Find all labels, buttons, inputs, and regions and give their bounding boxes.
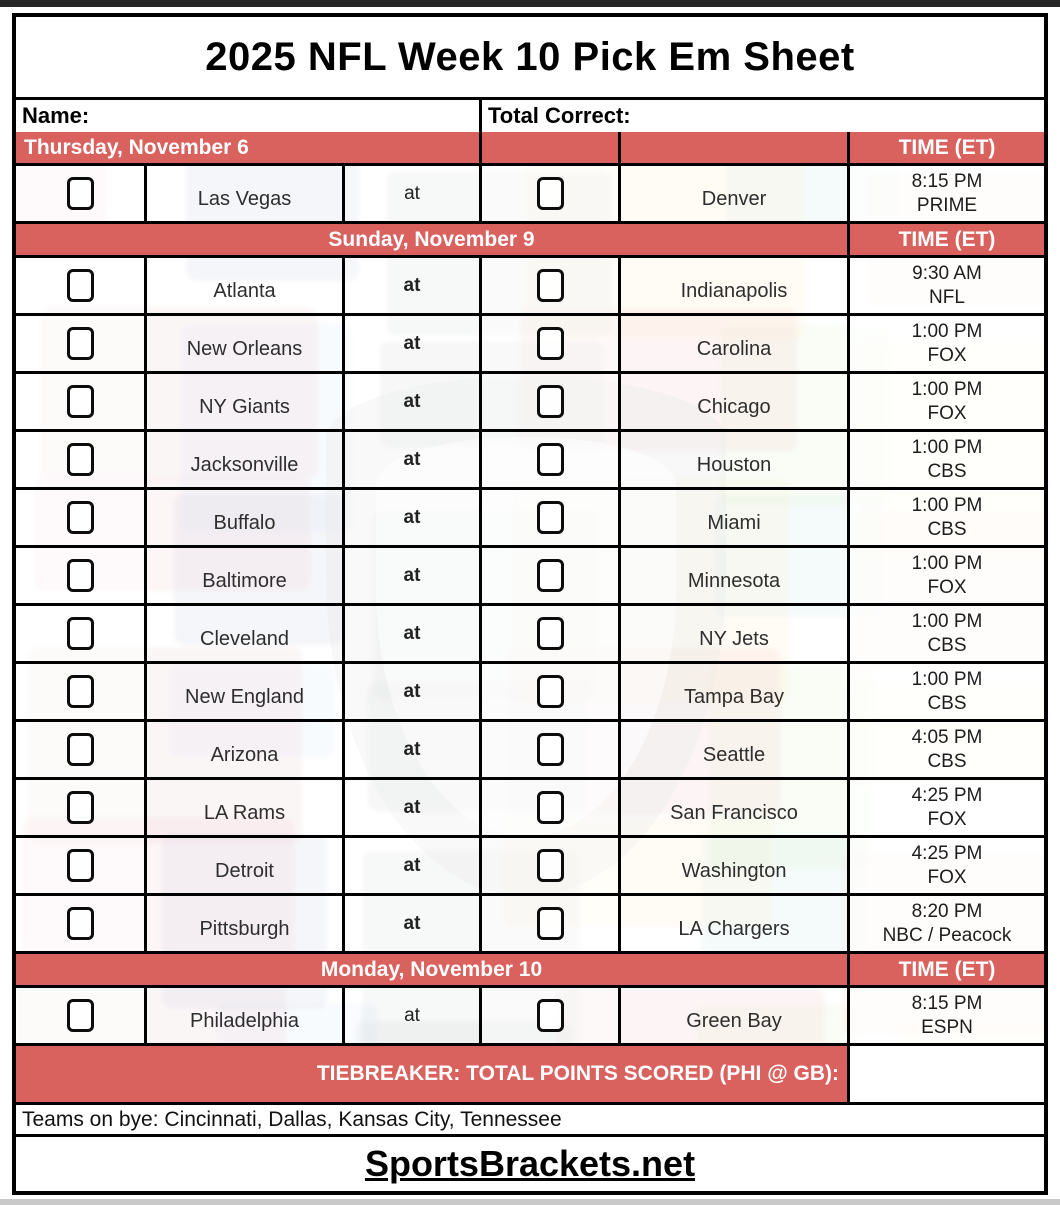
game-time-cell — [847, 664, 1044, 719]
game-row — [16, 313, 1044, 371]
away-pick-checkbox[interactable] — [67, 675, 94, 708]
home-team-name: LA Chargers — [618, 896, 847, 951]
home-team-name: Houston — [618, 432, 847, 487]
time-et-header: TIME (ET) — [847, 224, 1044, 255]
at-label: at — [403, 680, 421, 702]
away-pick-checkbox[interactable] — [67, 177, 94, 210]
away-checkbox-cell — [16, 548, 144, 603]
game-time-cell — [847, 838, 1044, 893]
away-checkbox-cell — [16, 988, 144, 1043]
away-checkbox-cell — [16, 780, 144, 835]
game-time: 8:15 PM — [911, 171, 983, 193]
away-checkbox-cell — [16, 316, 144, 371]
at-label: at — [403, 738, 421, 760]
game-row — [16, 487, 1044, 545]
footer-row — [16, 1134, 1044, 1191]
at-cell — [342, 490, 479, 545]
game-time: 1:00 PM — [911, 669, 983, 691]
away-checkbox-cell — [16, 896, 144, 951]
game-row — [16, 835, 1044, 893]
game-time: 1:00 PM — [911, 321, 983, 343]
name-input-area[interactable] — [89, 100, 479, 132]
game-time-cell — [847, 988, 1044, 1043]
home-checkbox-cell — [479, 896, 618, 951]
home-team-name: Indianapolis — [618, 258, 847, 313]
away-checkbox-cell — [16, 722, 144, 777]
game-time-cell — [847, 432, 1044, 487]
home-checkbox-cell — [479, 316, 618, 371]
game-time-cell — [847, 490, 1044, 545]
at-cell — [342, 664, 479, 719]
window-bottom-edge — [0, 1199, 1060, 1205]
away-checkbox-cell — [16, 664, 144, 719]
name-label: Name: — [22, 103, 90, 128]
game-time-cell — [847, 722, 1044, 777]
at-label: at — [403, 854, 421, 876]
total-correct-label: Total Correct: — [488, 103, 631, 128]
away-pick-checkbox[interactable] — [67, 907, 94, 940]
game-time-cell — [847, 896, 1044, 951]
game-time-cell — [847, 374, 1044, 429]
game-row — [16, 545, 1044, 603]
day-header-label: Sunday, November 9 — [16, 224, 847, 255]
away-pick-checkbox[interactable] — [67, 269, 94, 302]
away-team-name: Arizona — [144, 722, 342, 777]
away-checkbox-cell — [16, 838, 144, 893]
home-pick-checkbox[interactable] — [537, 327, 564, 360]
home-checkbox-cell — [479, 722, 618, 777]
game-time-cell — [847, 606, 1044, 661]
game-row — [16, 429, 1044, 487]
game-network: PRIME — [916, 194, 978, 216]
at-cell — [342, 316, 479, 371]
game-time-cell — [847, 166, 1044, 221]
away-team-name: Philadelphia — [144, 988, 342, 1043]
game-time: 4:25 PM — [911, 843, 983, 865]
away-team-name: Detroit — [144, 838, 342, 893]
away-pick-checkbox[interactable] — [67, 617, 94, 650]
day-header-label: Thursday, November 6 — [16, 132, 479, 163]
away-team-name: NY Giants — [144, 374, 342, 429]
game-time-cell — [847, 548, 1044, 603]
away-checkbox-cell — [16, 432, 144, 487]
at-label: at — [404, 1004, 420, 1026]
page-title: 2025 NFL Week 10 Pick Em Sheet — [205, 34, 855, 79]
game-network: CBS — [927, 460, 967, 482]
time-et-header: TIME (ET) — [847, 132, 1044, 163]
game-network: NFL — [929, 286, 965, 308]
away-checkbox-cell — [16, 606, 144, 661]
home-checkbox-cell — [479, 548, 618, 603]
at-cell — [342, 258, 479, 313]
home-checkbox-cell — [479, 780, 618, 835]
away-team-name: Pittsburgh — [144, 896, 342, 951]
home-checkbox-cell — [479, 606, 618, 661]
at-cell — [342, 896, 479, 951]
home-checkbox-cell — [479, 166, 618, 221]
day-header-spacer — [618, 132, 847, 163]
away-checkbox-cell — [16, 166, 144, 221]
away-pick-checkbox[interactable] — [67, 501, 94, 534]
at-cell — [342, 374, 479, 429]
at-cell — [342, 988, 479, 1043]
home-team-name: San Francisco — [618, 780, 847, 835]
game-row — [16, 893, 1044, 951]
away-team-name: LA Rams — [144, 780, 342, 835]
game-time: 8:15 PM — [911, 993, 983, 1015]
game-row — [16, 985, 1044, 1043]
away-team-name: Jacksonville — [144, 432, 342, 487]
home-team-name: Denver — [618, 166, 847, 221]
game-time-cell — [847, 316, 1044, 371]
home-team-name: Carolina — [618, 316, 847, 371]
game-row — [16, 661, 1044, 719]
home-team-name: Miami — [618, 490, 847, 545]
game-row — [16, 371, 1044, 429]
home-pick-checkbox[interactable] — [537, 791, 564, 824]
day-header-label: Monday, November 10 — [16, 954, 847, 985]
day-header-spacer — [479, 132, 618, 163]
pick-em-sheet — [12, 13, 1048, 1195]
game-row — [16, 603, 1044, 661]
total-correct-input-area[interactable] — [631, 100, 1044, 132]
game-network: FOX — [927, 402, 967, 424]
game-time: 1:00 PM — [911, 379, 983, 401]
bye-row — [16, 1102, 1044, 1134]
away-team-name: Atlanta — [144, 258, 342, 313]
home-checkbox-cell — [479, 664, 618, 719]
at-label: at — [403, 274, 421, 296]
at-label: at — [403, 448, 421, 470]
away-team-name: New England — [144, 664, 342, 719]
away-pick-checkbox[interactable] — [67, 791, 94, 824]
away-pick-checkbox[interactable] — [67, 385, 94, 418]
teams-on-bye-text: Teams on bye: Cincinnati, Dallas, Kansas City, Tennessee — [22, 1107, 562, 1131]
home-pick-checkbox[interactable] — [537, 177, 564, 210]
away-pick-checkbox[interactable] — [67, 327, 94, 360]
home-team-name: Seattle — [618, 722, 847, 777]
game-time: 1:00 PM — [911, 495, 983, 517]
home-pick-checkbox[interactable] — [537, 501, 564, 534]
away-checkbox-cell — [16, 374, 144, 429]
game-network: ESPN — [921, 1016, 973, 1038]
game-row — [16, 255, 1044, 313]
game-network: FOX — [927, 344, 967, 366]
game-time: 4:05 PM — [911, 727, 983, 749]
at-cell — [342, 548, 479, 603]
home-checkbox-cell — [479, 374, 618, 429]
game-row — [16, 163, 1044, 221]
title-row — [16, 17, 1044, 97]
game-row — [16, 777, 1044, 835]
at-cell — [342, 606, 479, 661]
home-team-name: Green Bay — [618, 988, 847, 1043]
home-pick-checkbox[interactable] — [537, 617, 564, 650]
at-cell — [342, 432, 479, 487]
away-pick-checkbox[interactable] — [67, 999, 94, 1032]
away-pick-checkbox[interactable] — [67, 849, 94, 882]
at-label: at — [403, 796, 421, 818]
tiebreaker-input-area[interactable] — [847, 1046, 1044, 1102]
game-time: 1:00 PM — [911, 437, 983, 459]
tiebreaker-row — [16, 1043, 1044, 1102]
game-time: 8:20 PM — [911, 901, 983, 923]
away-pick-checkbox[interactable] — [67, 733, 94, 766]
home-checkbox-cell — [479, 490, 618, 545]
away-team-name: Baltimore — [144, 548, 342, 603]
day-header-row — [16, 951, 1044, 985]
game-network: CBS — [927, 750, 967, 772]
game-row — [16, 719, 1044, 777]
home-checkbox-cell — [479, 988, 618, 1043]
away-team-name: Las Vegas — [144, 166, 342, 221]
home-pick-checkbox[interactable] — [537, 559, 564, 592]
away-team-name: Buffalo — [144, 490, 342, 545]
at-label: at — [403, 332, 421, 354]
game-network: CBS — [927, 692, 967, 714]
home-team-name: NY Jets — [618, 606, 847, 661]
game-time: 9:30 AM — [912, 263, 982, 285]
away-pick-checkbox[interactable] — [67, 559, 94, 592]
home-pick-checkbox[interactable] — [537, 269, 564, 302]
at-cell — [342, 838, 479, 893]
game-time-cell — [847, 780, 1044, 835]
away-team-name: Cleveland — [144, 606, 342, 661]
away-pick-checkbox[interactable] — [67, 443, 94, 476]
at-label: at — [403, 506, 421, 528]
at-label: at — [403, 912, 421, 934]
home-checkbox-cell — [479, 432, 618, 487]
away-checkbox-cell — [16, 258, 144, 313]
game-network: CBS — [927, 634, 967, 656]
at-cell — [342, 780, 479, 835]
name-total-row — [16, 97, 1044, 132]
at-label: at — [403, 390, 421, 412]
at-cell — [342, 166, 479, 221]
home-pick-checkbox[interactable] — [537, 675, 564, 708]
at-label: at — [404, 182, 420, 204]
away-checkbox-cell — [16, 490, 144, 545]
home-pick-checkbox[interactable] — [537, 999, 564, 1032]
at-label: at — [403, 564, 421, 586]
day-header-row — [16, 221, 1044, 255]
home-checkbox-cell — [479, 838, 618, 893]
home-team-name: Washington — [618, 838, 847, 893]
home-team-name: Chicago — [618, 374, 847, 429]
game-time-cell — [847, 258, 1044, 313]
game-network: FOX — [927, 808, 967, 830]
home-team-name: Tampa Bay — [618, 664, 847, 719]
at-label: at — [403, 622, 421, 644]
away-team-name: New Orleans — [144, 316, 342, 371]
total-correct-cell — [479, 100, 1044, 132]
home-pick-checkbox[interactable] — [537, 849, 564, 882]
game-time: 1:00 PM — [911, 611, 983, 633]
home-checkbox-cell — [479, 258, 618, 313]
game-time: 1:00 PM — [911, 553, 983, 575]
home-pick-checkbox[interactable] — [537, 907, 564, 940]
sportsbrackets-link[interactable]: SportsBrackets.net — [364, 1143, 696, 1184]
game-time: 4:25 PM — [911, 785, 983, 807]
tiebreaker-label: TIEBREAKER: TOTAL POINTS SCORED (PHI @ GB): — [16, 1046, 847, 1102]
game-network: CBS — [927, 518, 967, 540]
game-network: FOX — [927, 866, 967, 888]
home-pick-checkbox[interactable] — [537, 385, 564, 418]
home-pick-checkbox[interactable] — [537, 443, 564, 476]
time-et-header: TIME (ET) — [847, 954, 1044, 985]
game-network: FOX — [927, 576, 967, 598]
home-team-name: Minnesota — [618, 548, 847, 603]
name-cell — [16, 100, 479, 132]
game-network: NBC / Peacock — [882, 924, 1012, 946]
home-pick-checkbox[interactable] — [537, 733, 564, 766]
window-top-edge — [0, 0, 1060, 7]
at-cell — [342, 722, 479, 777]
day-header-row — [16, 132, 1044, 163]
